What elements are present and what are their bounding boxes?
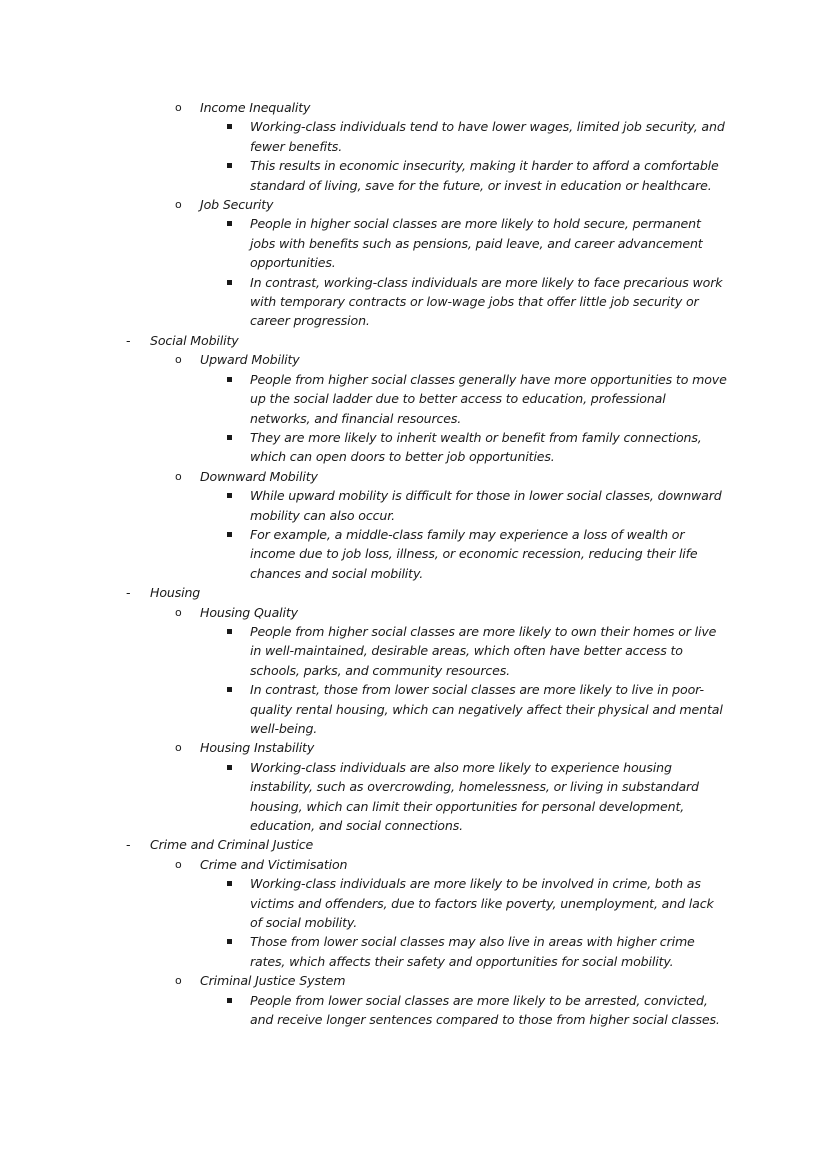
- square-bullet-icon: [227, 377, 232, 382]
- square-bullet-icon: [227, 687, 232, 692]
- heading-text: Social Mobility: [150, 332, 239, 348]
- subheading-housing-instability: [0, 738, 828, 757]
- bullet-text: Those from lower social classes may also live in areas with higher crime rates, which affects their safety and opportunities for social mobility.: [250, 934, 695, 969]
- subheading-crime-and-victimisation: [0, 855, 828, 874]
- bullet-point: [0, 273, 728, 331]
- circle-bullet-icon: o: [175, 741, 182, 755]
- bullet-text: In contrast, working-class individuals are more likely to face precarious work with temporary contracts or low-wage jobs that offer little job security or career progression.: [250, 274, 723, 329]
- dash-bullet-icon: -: [126, 585, 131, 601]
- circle-bullet-icon: o: [175, 469, 182, 483]
- bullet-point: [0, 156, 728, 195]
- subheading-income-inequality: [0, 98, 828, 117]
- subheading-text: Housing Quality: [200, 604, 298, 620]
- subheading-text: Job Security: [200, 197, 274, 213]
- circle-bullet-icon: o: [175, 101, 182, 114]
- subheading-text: Housing Instability: [200, 740, 315, 756]
- heading-text: Housing: [150, 585, 201, 601]
- bullet-text: Working-class individuals are more likely to be involved in crime, both as victims and offenders, due to factors like poverty, unemployment, and lack of social mobility.: [250, 876, 714, 931]
- bullet-point: [0, 680, 728, 738]
- circle-bullet-icon: o: [175, 857, 182, 871]
- bullet-text: People in higher social classes are more likely to hold secure, permanent jobs with benefits such as pensions, paid leave, and career advancement opportunities.: [250, 216, 703, 271]
- subheading-criminal-justice-system: [0, 971, 828, 990]
- square-bullet-icon: [227, 629, 232, 634]
- bullet-text: They are more likely to inherit wealth or benefit from family connections, which can open doors to better job opportunities.: [250, 429, 702, 465]
- circle-bullet-icon: o: [175, 974, 182, 988]
- bullet-text: People from higher social classes are more likely to own their homes or live in well-maintained, desirable areas, which often have better access to schools, parks, and community resources.: [250, 623, 717, 678]
- dash-bullet-icon: -: [126, 332, 131, 348]
- subheading-housing-quality: [0, 603, 828, 622]
- bullet-text: This results in economic insecurity, making it harder to afford a comfortable standard of living, save for the future, or invest in education or healthcare.: [250, 158, 719, 193]
- subheading-text: Upward Mobility: [200, 352, 300, 368]
- subheading-job-security: [0, 195, 828, 214]
- square-bullet-icon: [227, 435, 232, 440]
- heading-housing: [0, 583, 828, 602]
- subheading-text: Crime and Victimisation: [200, 856, 348, 872]
- bullet-point: [0, 117, 728, 156]
- dash-bullet-icon: -: [126, 837, 131, 853]
- bullet-text: People from higher social classes generally have more opportunities to move up the social ladder due to better access to education, professional networks, and financial resources.: [250, 371, 727, 426]
- square-bullet-icon: [227, 881, 232, 886]
- subheading-downward-mobility: [0, 467, 828, 486]
- square-bullet-icon: [227, 939, 232, 944]
- square-bullet-icon: [227, 493, 232, 498]
- bullet-point: [0, 525, 728, 583]
- bullet-point: [0, 428, 728, 467]
- heading-text: Crime and Criminal Justice: [150, 837, 314, 853]
- bullet-point: [0, 758, 728, 836]
- square-bullet-icon: [227, 221, 232, 226]
- square-bullet-icon: [227, 280, 232, 285]
- bullet-text: In contrast, those from lower social classes are more likely to live in poor-quality rental housing, which can negatively affect their physical and mental well-being.: [250, 682, 723, 736]
- bullet-point: [0, 622, 728, 680]
- square-bullet-icon: [227, 124, 232, 129]
- bullet-text: Working-class individuals tend to have lower wages, limited job security, and fewer benefits.: [250, 119, 725, 154]
- subheading-text: Criminal Justice System: [200, 973, 346, 989]
- bullet-point: [0, 991, 728, 1030]
- square-bullet-icon: [227, 765, 232, 770]
- circle-bullet-icon: o: [175, 198, 182, 212]
- bullet-text: Working-class individuals are also more likely to experience housing instability, such as overcrowding, homelessness, or living in substandard housing, which can limit their opportunities for personal development, education, and social connections.: [250, 759, 699, 834]
- square-bullet-icon: [227, 998, 232, 1003]
- subheading-upward-mobility: [0, 350, 828, 369]
- bullet-point: [0, 370, 728, 428]
- bullet-point: [0, 932, 728, 971]
- subheading-text: Income Inequality: [200, 100, 311, 115]
- subheading-text: Downward Mobility: [200, 468, 318, 484]
- heading-crime-and-criminal-justice: [0, 835, 828, 854]
- circle-bullet-icon: o: [175, 605, 182, 619]
- square-bullet-icon: [227, 163, 232, 168]
- bullet-text: For example, a middle-class family may experience a loss of wealth or income due to job loss, illness, or economic recession, reducing their life chances and social mobility.: [250, 526, 698, 581]
- bullet-text: People from lower social classes are more likely to be arrested, convicted, and receive longer sentences compared to those from higher social classes.: [250, 992, 720, 1028]
- circle-bullet-icon: o: [175, 353, 182, 367]
- square-bullet-icon: [227, 532, 232, 537]
- bullet-point: [0, 214, 728, 272]
- document-page: [0, 98, 828, 1030]
- heading-social-mobility: [0, 331, 828, 350]
- bullet-point: [0, 486, 728, 525]
- bullet-point: [0, 874, 728, 932]
- bullet-text: While upward mobility is difficult for those in lower social classes, downward mobility can also occur.: [250, 488, 722, 523]
